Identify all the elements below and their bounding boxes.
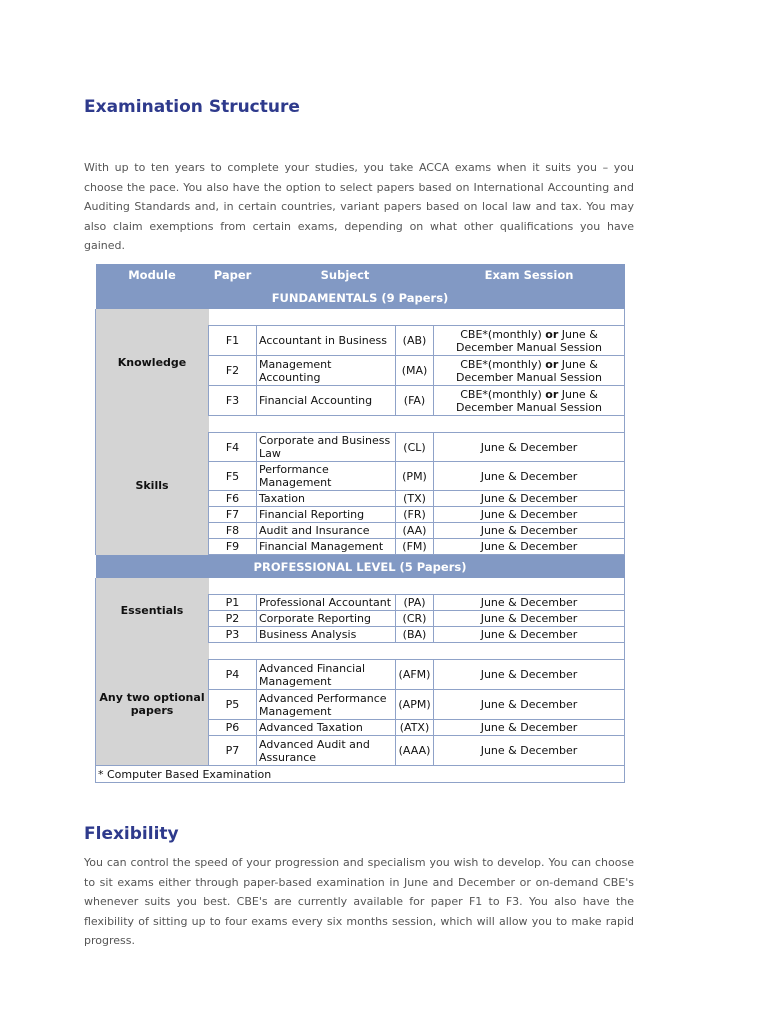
exam-session: CBE*(monthly) or June & December Manual Session: [434, 386, 625, 416]
subject-abbr: (PM): [396, 462, 434, 491]
subject-name: Audit and Insurance: [257, 523, 396, 539]
intro-paragraph: With up to ten years to complete your studies, you take ACCA exams when it suits you – you choose the pace. You also have the option to select papers based on International Accounting and Auditing Standards and, in certain countries, variant papers based on local law and tax. You may also claim exemptions from certain exams, depending on what other qualifications you have gained.: [84, 161, 634, 252]
paper-code: P7: [209, 736, 257, 766]
professional-label: PROFESSIONAL LEVEL (5 Papers): [96, 555, 625, 579]
subject-abbr: (AAA): [396, 736, 434, 766]
subject-abbr: (AA): [396, 523, 434, 539]
subject-name: Corporate Reporting: [257, 611, 396, 627]
subject-abbr: (ATX): [396, 720, 434, 736]
table-header-row: [96, 264, 625, 286]
subject-abbr: (CR): [396, 611, 434, 627]
module-skills: Skills: [96, 416, 209, 555]
subject-name: Performance Management: [257, 462, 396, 491]
paper-code: F6: [209, 491, 257, 507]
subject-abbr: (FM): [396, 539, 434, 555]
paper-code: F3: [209, 386, 257, 416]
subject-abbr: (CL): [396, 433, 434, 462]
subject-name: Advanced Audit and Assurance: [257, 736, 396, 766]
exam-session: CBE*(monthly) or June & December Manual Session: [434, 356, 625, 386]
paper-code: P5: [209, 690, 257, 720]
flexibility-paragraph: You can control the speed of your progression and specialism you wish to develop. You can choose to sit exams either through paper-based examination in June and December or on-demand CBE's whenever suits you best. CBE's are currently available for paper F1 to F3. You also have the flexibility of sitting up to four exams every six months session, which will allow you to make rapid progress.: [84, 856, 634, 947]
exam-session: CBE*(monthly) or June & December Manual Session: [434, 326, 625, 356]
paper-code: F2: [209, 356, 257, 386]
footnote: * Computer Based Examination: [96, 766, 625, 783]
fundamentals-band: [96, 286, 625, 309]
subject-name: Financial Management: [257, 539, 396, 555]
subject-name: Financial Accounting: [257, 386, 396, 416]
subject-abbr: (FR): [396, 507, 434, 523]
footnote-row: [96, 766, 625, 783]
paper-code: F4: [209, 433, 257, 462]
paper-code: P3: [209, 627, 257, 643]
subject-name: Professional Accountant: [257, 595, 396, 611]
header-module: Module: [96, 264, 209, 286]
exam-session: June & December: [434, 523, 625, 539]
exam-session: June & December: [434, 611, 625, 627]
module-knowledge: Knowledge: [96, 309, 209, 416]
module-optional: Any two optional papers: [96, 643, 209, 766]
paper-code: P4: [209, 660, 257, 690]
subject-name: Advanced Performance Management: [257, 690, 396, 720]
header-session: Exam Session: [434, 264, 625, 286]
module-essentials: Essentials: [96, 578, 209, 643]
subject-name: Advanced Financial Management: [257, 660, 396, 690]
subject-abbr: (TX): [396, 491, 434, 507]
header-subject: Subject: [257, 264, 434, 286]
subject-abbr: (FA): [396, 386, 434, 416]
paper-code: F8: [209, 523, 257, 539]
exam-session: June & December: [434, 491, 625, 507]
subject-name: Advanced Taxation: [257, 720, 396, 736]
paper-code: F9: [209, 539, 257, 555]
paper-code: F7: [209, 507, 257, 523]
exam-session: June & December: [434, 433, 625, 462]
paper-code: F1: [209, 326, 257, 356]
subject-name: Business Analysis: [257, 627, 396, 643]
subject-abbr: (PA): [396, 595, 434, 611]
exam-session: June & December: [434, 660, 625, 690]
paper-code: P1: [209, 595, 257, 611]
subject-abbr: (MA): [396, 356, 434, 386]
paper-code: F5: [209, 462, 257, 491]
subject-abbr: (BA): [396, 627, 434, 643]
professional-band: [96, 555, 625, 579]
flexibility-title: Flexibility: [84, 824, 179, 844]
subject-abbr: (APM): [396, 690, 434, 720]
paper-code: P6: [209, 720, 257, 736]
paper-code: P2: [209, 611, 257, 627]
subject-abbr: (AB): [396, 326, 434, 356]
subject-name: Taxation: [257, 491, 396, 507]
fundamentals-label: FUNDAMENTALS (9 Papers): [96, 286, 625, 309]
subject-abbr: (AFM): [396, 660, 434, 690]
exam-session: June & December: [434, 539, 625, 555]
subject-name: Management Accounting: [257, 356, 396, 386]
header-paper: Paper: [209, 264, 257, 286]
page-title: Examination Structure: [84, 97, 300, 117]
subject-name: Corporate and Business Law: [257, 433, 396, 462]
exam-session: June & December: [434, 720, 625, 736]
exam-session: June & December: [434, 462, 625, 491]
exam-session: June & December: [434, 690, 625, 720]
exam-session: June & December: [434, 507, 625, 523]
exam-session: June & December: [434, 736, 625, 766]
exam-structure-table: [95, 264, 625, 783]
subject-name: Financial Reporting: [257, 507, 396, 523]
exam-session: June & December: [434, 595, 625, 611]
exam-session: June & December: [434, 627, 625, 643]
subject-name: Accountant in Business: [257, 326, 396, 356]
